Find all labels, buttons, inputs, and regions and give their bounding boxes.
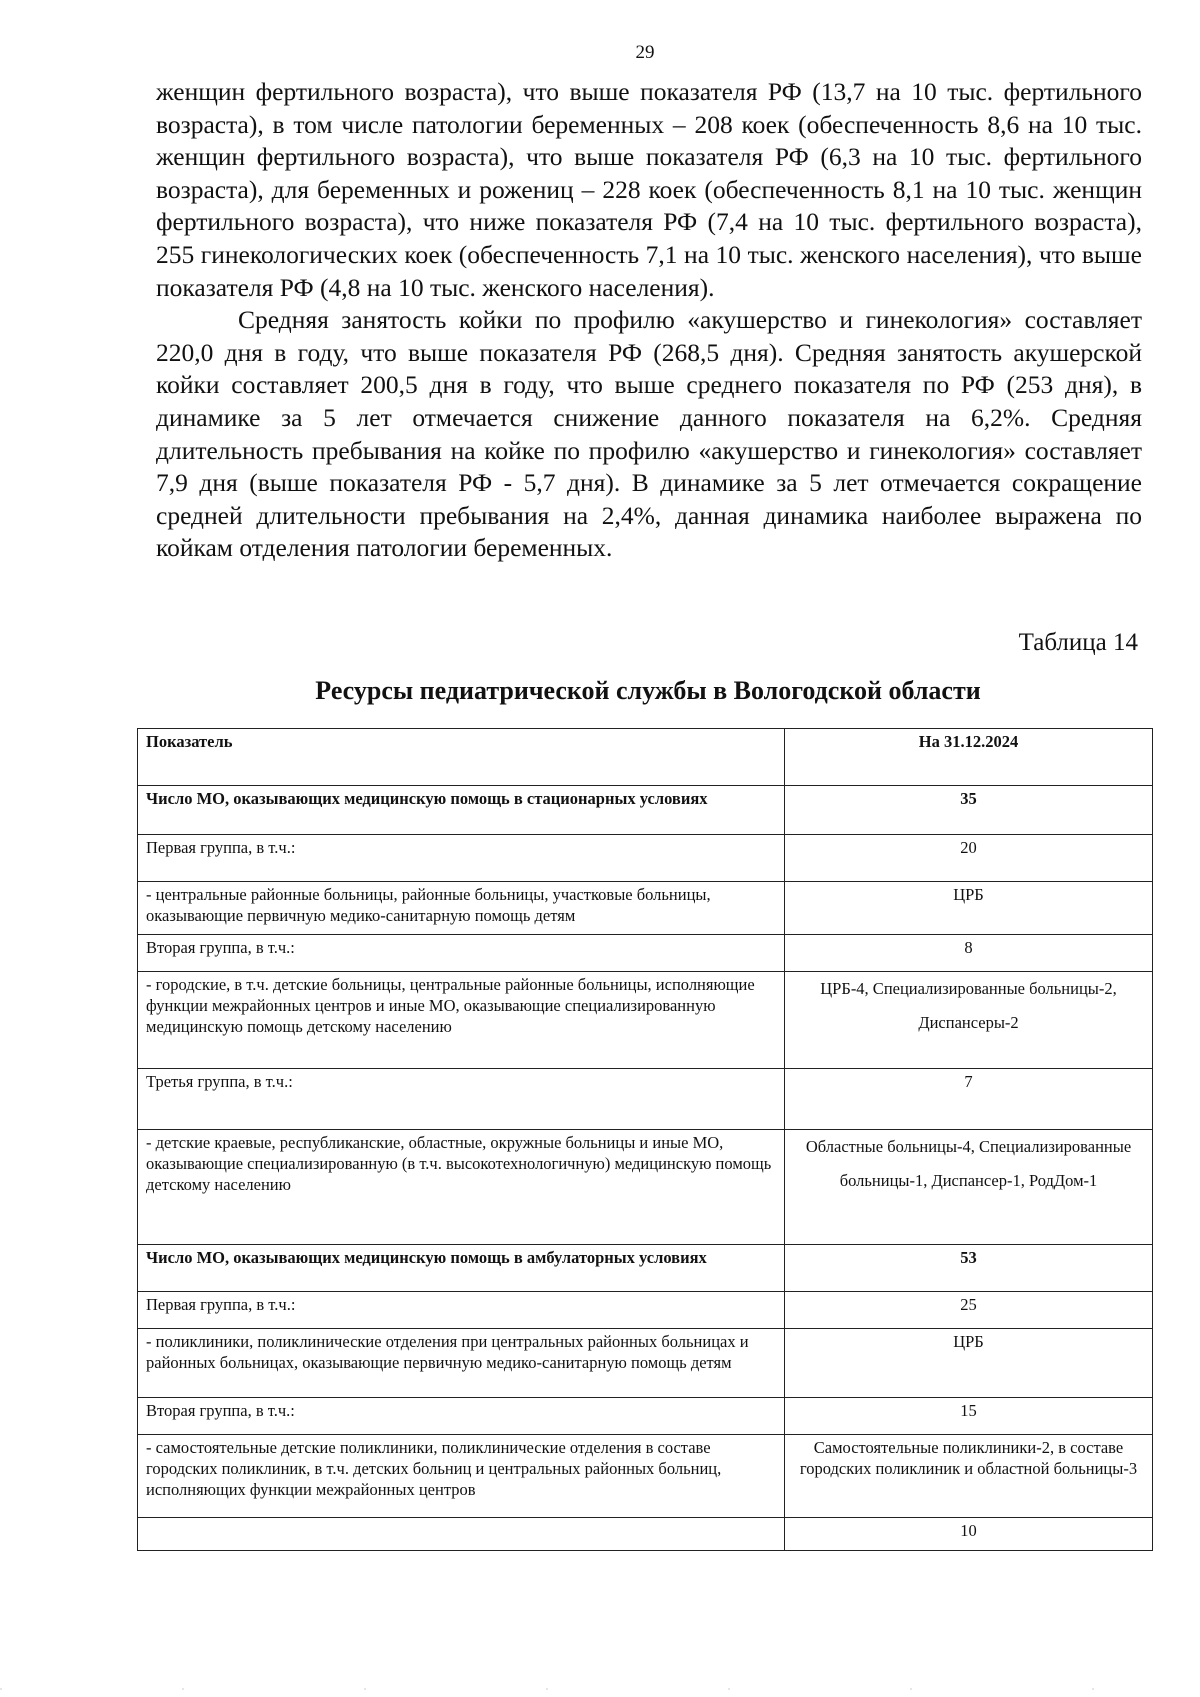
table-row bbox=[138, 1329, 1153, 1398]
row-value: 15 bbox=[785, 1398, 1153, 1435]
page-number: 29 bbox=[635, 42, 655, 63]
paragraph-1: женщин фертильного возраста), что выше показателя РФ (13,7 на 10 тыс. фертильного возраста), в том числе патологии беременных – 208 коек (обеспеченность 8,6 на 10 тыс. женщин фертильного возраста), что выше показателя РФ (6,3 на 10 тыс. фертильного возраста), для беременных и рожениц – 228 коек (обеспеченность 8,1 на 10 тыс. женщин фертильного возраста), что ниже показателя РФ (7,4 на 10 тыс. фертильного возраста), 255 гинекологических коек (обеспеченность 7,1 на 10 тыс. женского населения), что выше показателя РФ (4,8 на 10 тыс. женского населения). bbox=[156, 77, 1142, 302]
row-indicator: - самостоятельные детские поликлиники, поликлинические отделения в составе городских поликлиник, в т.ч. детских больниц и центральных районных больниц, исполняющих функции межрайонных центров bbox=[138, 1435, 785, 1518]
row-indicator bbox=[138, 1518, 785, 1551]
table-row bbox=[138, 1435, 1153, 1518]
row-indicator: - детские краевые, республиканские, областные, окружные больницы и иные МО, оказывающие специализированную (в т.ч. высокотехнологичную) медицинскую помощь детскому населению bbox=[138, 1130, 785, 1245]
row-indicator: Число МО, оказывающих медицинскую помощь в амбулаторных условиях bbox=[138, 1245, 785, 1292]
row-indicator: - городские, в т.ч. детские больницы, центральные районные больницы, исполняющие функции межрайонных центров и иные МО, оказывающие специализированную медицинскую помощь детскому населению bbox=[138, 972, 785, 1069]
table-row bbox=[138, 1398, 1153, 1435]
row-indicator: Вторая группа, в т.ч.: bbox=[138, 1398, 785, 1435]
paragraph-2: Средняя занятость койки по профилю «акушерство и гинекология» составляет 220,0 дня в году, что выше показателя РФ (268,5 дня). Средняя занятость акушерской койки составляет 200,5 дня в году, что выше среднего показателя по РФ (253 дня), в динамике за 5 лет отмечается снижение данного показателя на 6,2%. Средняя длительность пребывания на койке по профилю «акушерство и гинекология» составляет 7,9 дня (выше показателя РФ - 5,7 дня). В динамике за 5 лет отмечается сокращение средней длительности пребывания на 2,4%, данная динамика наиболее выражена по койкам отделения патологии беременных. bbox=[156, 305, 1142, 563]
row-value: 10 bbox=[785, 1518, 1153, 1551]
table-row bbox=[138, 1245, 1153, 1292]
table-row bbox=[138, 1130, 1153, 1245]
table-row bbox=[138, 882, 1153, 935]
table-header-row bbox=[138, 729, 1153, 786]
row-indicator: Первая группа, в т.ч.: bbox=[138, 1292, 785, 1329]
table-row bbox=[138, 1069, 1153, 1130]
page-edge-marks bbox=[0, 1688, 1200, 1690]
table-row bbox=[138, 835, 1153, 882]
row-value: ЦРБ bbox=[785, 882, 1153, 935]
resources-table bbox=[137, 728, 1153, 1551]
row-indicator: Третья группа, в т.ч.: bbox=[138, 1069, 785, 1130]
row-value: ЦРБ-4, Специализированные больницы-2, Диспансеры-2 bbox=[785, 972, 1153, 1069]
row-value: Самостоятельные поликлиники-2, в составе городских поликлиник и областной больницы-3 bbox=[785, 1435, 1153, 1518]
body-text bbox=[156, 76, 1142, 565]
row-indicator: Вторая группа, в т.ч.: bbox=[138, 935, 785, 972]
row-value: 35 bbox=[785, 786, 1153, 835]
table-row bbox=[138, 1292, 1153, 1329]
row-value: 53 bbox=[785, 1245, 1153, 1292]
table-title: Ресурсы педиатрической службы в Вологодской области bbox=[315, 676, 981, 705]
table-row bbox=[138, 786, 1153, 835]
row-value: 7 bbox=[785, 1069, 1153, 1130]
row-value: Областные больницы-4, Специализированные больницы-1, Диспансер-1, РодДом-1 bbox=[785, 1130, 1153, 1245]
row-value: ЦРБ bbox=[785, 1329, 1153, 1398]
row-indicator: - поликлиники, поликлинические отделения при центральных районных больницах и районных больницах, оказывающие первичную медико-санитарную помощь детям bbox=[138, 1329, 785, 1398]
row-indicator: Число МО, оказывающих медицинскую помощь в стационарных условиях bbox=[138, 786, 785, 835]
row-indicator: Первая группа, в т.ч.: bbox=[138, 835, 785, 882]
header-indicator: Показатель bbox=[138, 729, 785, 786]
table-row bbox=[138, 935, 1153, 972]
row-value: 25 bbox=[785, 1292, 1153, 1329]
row-indicator: - центральные районные больницы, районные больницы, участковые больницы, оказывающие первичную медико-санитарную помощь детям bbox=[138, 882, 785, 935]
table-row bbox=[138, 1518, 1153, 1551]
table-row bbox=[138, 972, 1153, 1069]
header-date: На 31.12.2024 bbox=[785, 729, 1153, 786]
table-caption: Таблица 14 bbox=[1018, 629, 1138, 656]
row-value: 20 bbox=[785, 835, 1153, 882]
row-value: 8 bbox=[785, 935, 1153, 972]
